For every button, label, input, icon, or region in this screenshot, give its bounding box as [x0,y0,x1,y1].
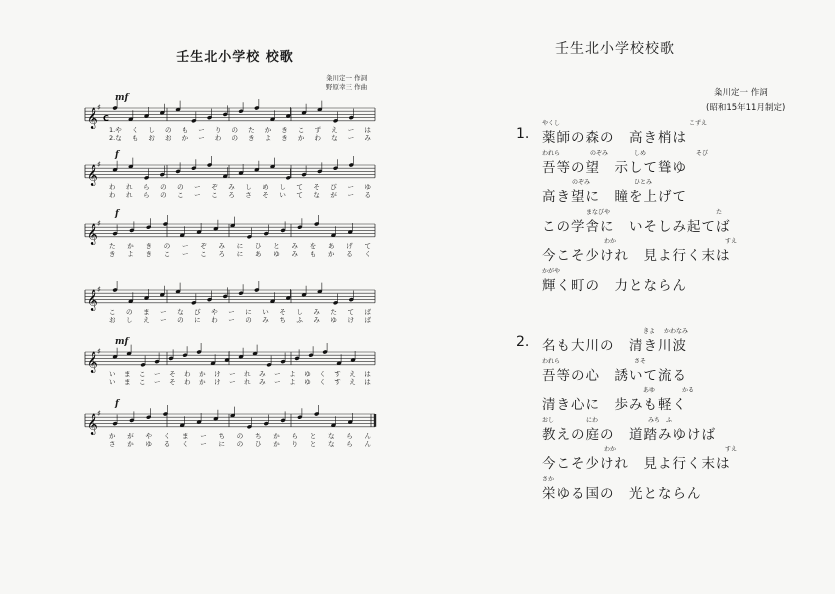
lyric-syllable: な [328,440,335,448]
treble-clef-icon: 𝄞 [87,223,98,245]
lyric-syllable: び [194,308,201,316]
lyric-syllable: み [218,242,225,250]
verse-line-text: 名も大川の 清き川波 [542,338,687,354]
lyric-syllable: ち [218,432,225,440]
lyric-syllable: き [109,250,116,258]
lyric-syllable: あ [328,242,335,250]
lyric-syllable: も [181,126,189,134]
lyric-syllable: は [364,370,371,378]
key-signature-icon: ♯ [97,285,101,294]
lyric-syllable: わ [109,191,116,199]
verse-line-text: 薬師の森の 高き梢は [542,130,687,146]
lyric-syllable: か [127,440,134,448]
lyric-syllable: き [281,134,288,142]
lyric-syllable: こ [139,378,146,386]
lyric-syllable: み [228,183,235,191]
lyric-syllable: ー [274,370,281,378]
furigana: わか [604,446,617,453]
lyric-syllable: く [182,440,189,448]
furigana: ふ [666,416,673,424]
lyric-syllable: け [214,378,221,386]
lyric-syllable: え [143,316,150,324]
lyric-syllable: れ [244,378,251,386]
dynamic-marking: f [115,150,119,160]
lyric-syllable: け [214,370,221,378]
furigana: そび [696,149,709,157]
furigana: わか [604,238,617,245]
lyric-syllable: や [211,308,218,316]
key-signature-icon: ♯ [97,409,101,418]
verse-line [542,208,731,235]
lyric-syllable: の [236,432,244,440]
lyric-syllable: に [218,440,225,448]
lyric-syllable: ば [364,308,371,316]
lyric-syllable: ー [229,370,236,378]
verse-line [542,149,709,176]
lyric-syllable: ま [124,378,131,386]
lyric-syllable: ー [198,134,205,142]
lyric-syllable: お [109,316,116,324]
key-signature-icon: ♯ [97,219,101,228]
lyric-syllable: こ [177,191,184,199]
lyric-syllable: ー [274,378,281,386]
lyric-syllable: き [145,250,152,258]
lyric-syllable: れ [126,183,133,191]
score-system [85,282,375,322]
score-title: 壬生北小学校 校歌 [176,50,294,65]
lyric-syllable: ー [160,316,167,324]
furigana: にわ [586,416,599,424]
score-composer: 野原幸三 作曲 [326,83,368,91]
lyric-syllable: ふ [296,316,303,324]
lyric-syllable: ち [279,316,286,324]
lyric-syllable: る [346,250,353,258]
lyric-syllable: の [231,126,238,134]
lyric-syllable: ち [255,432,262,440]
lyric-syllable: ら [346,440,353,448]
lyric-syllable: み [262,316,269,324]
lyric-syllable: ー [200,440,207,448]
verse-line-text: 高き望に 瞳を上げて [542,189,687,205]
lyric-syllable: の [160,191,167,199]
lyric-syllable: ゆ [304,370,311,378]
lyric-syllable: よ [264,134,272,142]
verse-line [542,446,738,472]
furigana: あゆ [643,387,656,394]
lyric-syllable: い [109,378,116,386]
lyric-syllable: ー [154,370,161,378]
lyric-syllable: そ [169,370,176,378]
lyric-syllable: て [296,191,303,199]
time-signature: C [103,113,109,123]
lyric-syllable: く [319,378,326,386]
lyric-syllable: さ [109,440,116,448]
furigana: すえ [725,238,738,245]
lyric-syllable: の [236,440,244,448]
verse-line [542,357,687,384]
verse-number: 2. [516,334,530,350]
lyric-syllable: い [109,370,116,378]
lyric-syllable: し [148,126,155,134]
score-system [85,209,375,258]
lyric-syllable: ー [198,126,205,134]
lyric-syllable: ば [364,316,371,324]
lyric-syllable: か [199,370,206,378]
score-lyric-line [109,249,371,258]
lyric-syllable: み [364,134,371,142]
lyric-syllable: み [313,308,320,316]
furigana: た [716,208,723,216]
lyric-syllable: ー [347,134,355,142]
lyric-syllable: ら [143,183,150,191]
lyric-syllable: こ [200,250,207,258]
lyric-syllable: の [245,316,252,324]
lyric-syllable: の [177,316,184,324]
lyric-syllable: の [160,183,167,191]
score-lyricist: 粂川定一 作詞 [326,74,368,82]
lyric-syllable: ん [364,440,371,448]
lyric-syllable: の [165,126,172,134]
lyric-syllable: た [109,242,116,250]
lyric-syllable: ー [347,126,355,134]
score-lyric-line [109,439,371,448]
score-system [85,337,375,386]
score-lyric-line [109,133,371,142]
lyric-syllable: け [347,316,354,324]
lyric-syllable: し [279,183,286,191]
lyric-syllable: ゆ [364,183,371,191]
lyric-syllable: ら [346,432,353,440]
lyric-syllable: か [109,432,116,440]
score-lyric-line [109,190,371,199]
lyric-syllable: か [181,134,189,142]
lyric-syllable: の [163,242,171,250]
lyric-syllable: の [177,183,184,191]
lyric-syllable: ー [347,183,354,191]
lyric-syllable: 1.や [109,126,122,134]
lyric-syllable: こ [163,250,171,258]
furigana: しめ [634,149,647,157]
lyric-syllable: ー [194,183,201,191]
verse-number: 1. [516,126,530,142]
verse-line-text: 吾等の望 示して聳ゆ [542,159,687,176]
lyric-syllable: て [296,183,303,191]
lyric-syllable: く [163,432,171,440]
lyric-syllable: め [262,183,269,191]
lyric-syllable: 2.な [109,134,122,142]
lyric-syllable: か [264,126,272,134]
treble-clef-icon: 𝄞 [87,413,98,435]
dynamic-marking: f [115,399,119,409]
treble-clef-icon: 𝄞 [87,107,98,129]
lyric-syllable: な [328,432,335,440]
lyric-syllable: ゆ [273,250,280,258]
furigana: かわなみ [664,328,689,335]
furigana: さか [542,475,555,483]
verse-line-text: 教えの庭の 道踏みゆけば [542,426,716,443]
lyric-syllable: と [273,242,280,250]
lyric-syllable: そ [262,191,269,199]
lyric-syllable: も [309,250,317,258]
score-system [85,93,375,142]
lyric-syllable: み [291,250,298,258]
lyric-syllable: あ [255,250,262,258]
lyric-syllable: の [126,308,133,316]
lyric-syllable: ぞ [211,183,218,191]
furigana: さそ [634,357,647,365]
key-signature-icon: ♯ [97,160,101,169]
lyric-syllable: ー [347,191,354,199]
lyrics-date: (昭和15年11月制定) [706,103,786,113]
verse-line [542,120,708,146]
treble-clef-icon: 𝄞 [87,164,98,186]
furigana: のぞみ [590,149,609,157]
lyric-syllable: え [349,370,356,378]
furigana: やくし [542,120,561,127]
verse-line-text: 今こそ少けれ 見よ行く末は [542,456,731,472]
lyric-syllable: に [236,250,244,258]
lyric-syllable: ー [228,316,235,324]
lyric-syllable: ゆ [145,440,152,448]
lyric-syllable: き [281,126,288,134]
furigana: おし [542,416,555,424]
treble-clef-icon: 𝄞 [87,289,98,311]
furigana: みち [648,416,661,424]
lyric-syllable: こ [211,191,218,199]
lyric-syllable: の [231,134,238,142]
lyric-syllable: き [248,134,255,142]
lyric-syllable: ま [124,370,131,378]
lyrics-title: 壬生北小学校校歌 [555,41,675,57]
lyric-syllable: は [364,126,371,134]
dynamic-marking: mf [115,337,129,347]
score-credits [326,74,367,92]
key-signature-icon: ♯ [97,347,101,356]
lyric-syllable: げ [346,242,353,250]
lyric-syllable: す [334,378,341,386]
lyric-syllable: ゆ [330,316,337,324]
lyric-syllable: と [309,432,317,440]
verse-line-text: 吾等の心 誘いて流る [542,367,687,384]
lyric-syllable: よ [289,378,296,386]
lyric-syllable: わ [211,316,218,324]
lyric-syllable: な [331,134,338,142]
lyric-syllable: わ [109,183,116,191]
dynamic-marking: mf [115,93,129,103]
lyric-syllable: か [297,134,305,142]
lyric-syllable: れ [244,370,251,378]
verse-line [542,387,695,413]
lyric-syllable: み [291,242,298,250]
lyric-syllable: ー [200,432,207,440]
furigana: かがや [542,267,561,275]
lyric-syllable: み [259,378,266,386]
furigana: ひとみ [634,179,653,186]
lyric-syllable: ぞ [200,242,207,250]
lyric-syllable: さ [245,191,252,199]
lyric-syllable: る [163,440,171,448]
score-lyric-line [109,315,371,324]
lyric-syllable: わ [214,134,222,142]
lyric-syllable: や [145,432,152,440]
lyric-syllable: ず [314,126,322,134]
lyric-syllable: わ [184,378,191,386]
lyric-syllable: ま [143,308,150,316]
lyric-syllable: た [330,308,337,316]
lyric-syllable: か [273,432,280,440]
lyric-syllable: に [236,242,244,250]
lyric-syllable: き [145,242,152,250]
lyric-syllable: り [291,440,298,448]
lyric-syllable: び [330,183,337,191]
verse-line [542,238,738,264]
lyric-syllable: て [364,242,371,250]
lyric-syllable: と [309,440,317,448]
lyric-syllable: し [296,308,303,316]
lyric-syllable: か [273,440,280,448]
lyric-syllable: ん [364,432,371,440]
lyrics-credits [706,86,785,116]
treble-clef-icon: 𝄞 [87,351,98,373]
verse-line-text: 栄ゆる国の 光とならん [542,485,702,502]
lyric-syllable: を [309,242,317,250]
lyric-syllable: ら [143,191,150,199]
lyric-syllable: え [331,126,338,134]
lyric-syllable: な [177,308,184,316]
score-lyric-line [109,377,371,386]
lyric-syllable: か [127,242,134,250]
furigana: きよ [643,328,656,335]
lyric-syllable: か [199,378,206,386]
score-system [85,399,375,448]
lyric-syllable: そ [169,378,176,386]
lyric-syllable: い [262,308,269,316]
lyric-syllable: ー [229,378,236,386]
verse-line-text: この学舎に いそしみ起てば [542,218,731,235]
lyric-syllable: ひ [255,440,262,448]
lyric-syllable: か [328,250,335,258]
lyric-syllable: み [259,370,266,378]
furigana: われら [542,149,561,157]
verse-line [542,416,716,443]
furigana: すえ [725,446,738,453]
lyric-syllable: く [364,250,371,258]
lyric-syllable: て [347,308,354,316]
lyric-syllable: に [245,308,252,316]
lyric-syllable: ひ [255,242,262,250]
lyric-syllable: ら [291,432,298,440]
furigana: のぞみ [572,179,591,186]
lyric-syllable: ー [228,308,235,316]
lyric-syllable: そ [313,183,320,191]
lyric-syllable: ゆ [304,378,311,386]
verse-line-text: 今こそ少けれ 見よ行く末は [542,248,731,264]
dynamic-marking: f [115,209,119,219]
lyric-syllable: す [334,370,341,378]
lyric-syllable: い [279,191,286,199]
lyric-syllable: も [131,134,139,142]
lyric-syllable: し [245,183,252,191]
lyric-syllable: は [364,378,371,386]
lyric-syllable: ろ [228,191,235,199]
lyric-syllable: み [313,316,320,324]
lyric-syllable: ー [182,250,189,258]
lyric-syllable: く [131,126,139,134]
lyric-syllable: が [330,191,337,199]
lyric-syllable: お [165,134,172,142]
lyric-syllable: よ [289,370,296,378]
lyric-syllable: ろ [218,250,225,258]
verse-line-text: 輝く町の 力とならん [542,277,687,294]
verse-line [542,475,702,502]
lyric-syllable: ー [160,308,167,316]
key-signature-icon: ♯ [97,103,101,112]
lyric-syllable: ー [154,378,161,386]
furigana: こずえ [689,120,708,127]
lyric-syllable: し [126,316,133,324]
verse-line-text: 清き心に 歩みも軽く [542,397,687,413]
lyric-syllable: こ [297,126,305,134]
lyric-syllable: に [194,316,201,324]
lyric-syllable: ー [182,242,189,250]
lyric-syllable: え [349,378,356,386]
lyric-syllable: る [364,191,371,199]
furigana: かる [682,387,695,394]
lyric-syllable: り [214,126,222,134]
lyric-syllable: ま [182,432,189,440]
lyric-syllable: た [248,126,255,134]
lyric-syllable: く [319,370,326,378]
lyric-syllable: お [148,134,155,142]
lyric-syllable: ー [194,191,201,199]
lyric-syllable: わ [314,134,322,142]
lyric-syllable: こ [139,370,146,378]
verse-line [542,267,687,294]
furigana: われら [542,357,561,365]
lyric-syllable: こ [109,308,116,316]
lyric-syllable: れ [126,191,133,199]
verse-line [542,328,689,354]
lyric-syllable: わ [184,370,191,378]
furigana: まなびや [586,208,611,216]
lyric-syllable: が [127,432,134,440]
lyric-syllable: そ [279,308,286,316]
lyric-syllable: な [313,191,320,199]
lyric-syllable: よ [127,250,134,258]
score-system [85,150,375,199]
lyrics-author: 粂川定一 作詞 [714,88,768,98]
verse-line [542,179,687,205]
